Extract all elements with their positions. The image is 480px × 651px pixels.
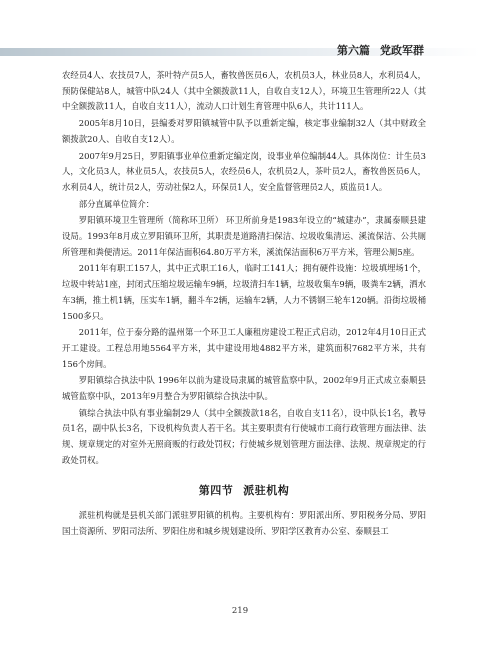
- header-title: [337, 42, 424, 58]
- paragraph: 2011年有职工157人，其中正式职工16人，临时工141人；拥有硬件设施：垃圾填埋场1个，垃圾中转站1座，封闭式压缩垃圾运输车9辆，垃圾清扫车1辆，垃圾收集车9辆，吸粪车2辆，洒水车3辆，推土机1辆，压实车1辆，翻斗车2辆，运输车2辆，人力不锈钢三轮车120辆。沿街垃圾桶1500多只。: [62, 263, 426, 321]
- paragraph: 农经员4人、农技员7人，茶叶特产员5人，畜牧兽医员6人，农机员3人，林业员8人，水利员4人，预防保健站8人，城管中队24人（其中全额拨款11人，自收自支12人），环境卫生管理所22人（其中全额拨款11人，自收自支11人），流动人口计划生育管理中队6人，共计111人。: [62, 70, 426, 112]
- section-title: 派驻机构: [243, 483, 290, 497]
- paragraph: 部分直属单位简介：: [78, 198, 155, 209]
- paragraph: 2011年，位于泰分路的温州第一个环卫工人廉租房建设工程正式启动，2012年4月10日正式开工建设。工程总用地5564平方米，其中建设用地4882平方米，建筑面积7682平方米，共有156个房间。: [62, 327, 426, 369]
- paragraph: 2005年8月10日，县编委对罗阳镇城管中队予以重新定编，核定事业编制32人（其中财政全额拨款20人、自收自支12人）。: [62, 118, 426, 144]
- header-part-title: 党政军群: [380, 44, 424, 57]
- paragraph: 罗阳镇环境卫生管理所（简称环卫所） 环卫所前身是1983年设立的“城建办”，隶属泰顺县建设局。1993年8月成立罗阳镇环卫所，其职责是道路清扫保洁、垃圾收集清运、溪流保洁、公共厕所管理和粪便清运。2011年保洁面积64.80万平方米，溪流保洁面积6万平方米，管理公厕5座。: [62, 215, 426, 257]
- running-header: [0, 0, 480, 66]
- body-text: [62, 68, 426, 540]
- paragraph: 2007年9月25日，罗阳镇事业单位重新定编定岗，设事业单位编制44人。具体岗位：计生员3人，文化员3人，林业员5人，农技员5人，农经员6人，农机员2人，茶叶员2人，畜牧兽医员6人，水利员4人，统计员2人，劳动社保2人，环保员1人，安全监督管理员2人，质监员1人。: [62, 150, 426, 192]
- page-number: 219: [231, 606, 249, 616]
- section-heading: [62, 483, 426, 499]
- paragraph: 罗阳镇综合执法中队 1996年以前为建设局隶属的城管监察中队，2002年9月正式成立泰顺县城管监察中队，2013年9月整合为罗阳镇综合执法中队。: [62, 375, 426, 402]
- paragraph: 镇综合执法中队有事业编制29人（其中全额拨款18名，自收自支11名），设中队长1名，教导员1名，副中队长3名，下设机构负责人若干名。其主要职责有行使城市工商行政管理方面法律、法规、规章规定的对室外无照商贩的行政处罚权；行使城乡规划管理方面法律、法规、规章规定的行政处罚权。: [62, 407, 426, 465]
- paragraph: 派驻机构就是县机关部门派驻罗阳镇的机构。主要机构有：罗阳派出所、罗阳税务分局、罗阳国土资源所、罗阳司法所、罗阳住房和城乡规划建设所、罗阳学区教育办公室、泰顺县工: [62, 510, 426, 536]
- header-chapter: 第六篇: [337, 44, 370, 57]
- section-number: 第四节: [198, 483, 234, 497]
